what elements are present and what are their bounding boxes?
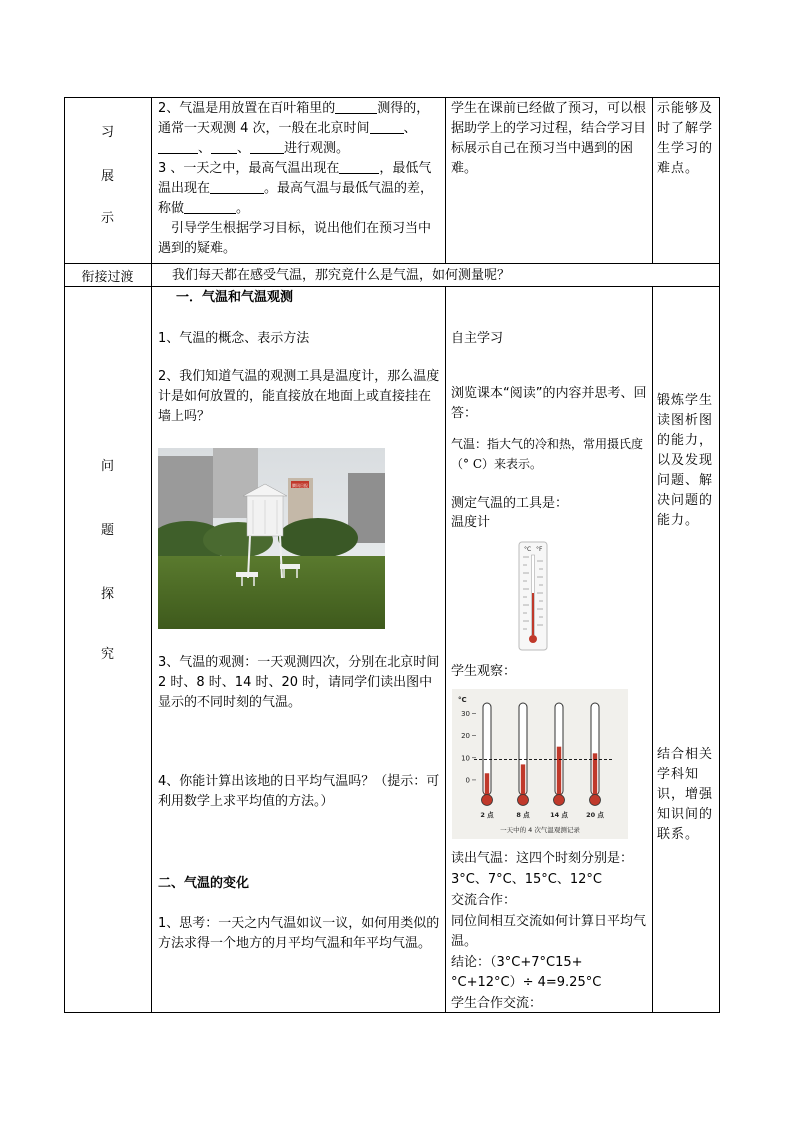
row1-teacher-content (158, 99, 440, 259)
student-temps-values: 3°C、7°C、15°C、12°C (451, 872, 602, 887)
blank (335, 99, 377, 114)
row1-intent: 示能够及时了解学生学习的难点。 (657, 101, 714, 176)
item-2: 2、我们知道气温的观测工具是温度计，那么温度计是如何放置的，能直接放在地面上或直接挂在墙上吗？ (158, 369, 440, 424)
transition-content: 我们每天都在感受气温，那究竟什么是气温，如何测量呢？ (172, 268, 511, 283)
section-heading-1: 一．气温和气温观测 (176, 290, 294, 305)
y-tick-label: 20 (461, 732, 470, 741)
row-divider-2 (64, 286, 720, 287)
blank (339, 159, 379, 174)
student-cooperate: 交流合作： (451, 893, 517, 908)
col-divider-3b (652, 286, 653, 1013)
student-answer-definition: 气温：指大气的冷和热，常用摄氏度（° C）来表示。 (451, 437, 644, 471)
col-divider-2b (445, 286, 446, 1013)
row1-label-2: 展 (100, 169, 114, 184)
table-border-right (719, 97, 720, 1013)
row1-label-1: 习 (100, 125, 114, 140)
student-tool-prompt: 测定气温的工具是： (451, 496, 569, 511)
thermometer-bulb (590, 795, 601, 806)
thermometer-c-label: °C (524, 546, 532, 553)
table-border-top (64, 97, 720, 98)
table-border-left (64, 97, 65, 1013)
blank (370, 119, 404, 134)
item-3: 3、气温的观测：一天观测四次，分别在北京时间 2 时、8 时、14 时、20 时，请同学们读出图中显示的不同时刻的气温。 (158, 655, 440, 710)
thermometer-bulb (554, 795, 565, 806)
item-1: 1、气温的概念、表示方法 (158, 331, 310, 346)
temperature-bar (485, 773, 489, 797)
intent-1: 锻炼学生读图析图的能力，以及发现问题、解决问题的能力。 (657, 393, 714, 528)
question-2: 2、气温是用放置在百叶箱里的 测得的，通常一天观测 4 次，一般在北京时间 、、 、 进行观测。 (158, 101, 430, 156)
thermometer-bulb (518, 795, 529, 806)
temperature-bar (557, 747, 561, 797)
row3-label-3: 探 (100, 587, 114, 602)
question-3: 3 、一天之中，最高气温出现在 ，最低气温出现在 。最高气温与最低气温的差，称做 。 (158, 161, 434, 216)
item-5: 1、思考：一天之内气温如议一议，如何用类似的方法求得一个地方的月平均气温和年平均气温。 (158, 916, 440, 951)
transition-label: 衔接过渡 (81, 270, 134, 285)
temperature-record-chart (452, 689, 628, 839)
student-discuss: 同位间相互交流如何计算日平均气温。 (451, 914, 647, 949)
category-label: 8 点 (516, 811, 530, 819)
student-self-study: 自主学习 (451, 331, 504, 346)
blank (158, 139, 198, 154)
row3-label-4: 究 (100, 647, 114, 662)
category-label: 14 点 (550, 811, 568, 819)
row3-label-1: 问 (100, 459, 114, 474)
student-read-prompt: 浏览课本“阅读”的内容并思考、回答： (451, 386, 647, 421)
blank (184, 199, 236, 214)
col-divider-2a (445, 97, 446, 263)
row1-label-3: 示 (100, 211, 114, 226)
row3-label-2: 题 (100, 523, 114, 538)
guide-text: 引导学生根据学习目标，说出他们在预习当中遇到的疑难。 (158, 221, 432, 256)
row1-student-content: 学生在课前已经做了预习，可以根据助学上的学习过程，结合学习目标展示自己在预习当中遇到的困难。 (451, 101, 647, 176)
category-label: 2 点 (480, 811, 494, 819)
student-observe: 学生观察： (451, 664, 517, 679)
chart-title: 一天中的 4 次气温观测记录 (500, 826, 580, 834)
thermometer-f-label: °F (536, 546, 543, 553)
student-read-temps: 读出气温：这四个时刻分别是： (451, 851, 634, 866)
section-heading-2: 二、气温的变化 (158, 876, 250, 891)
temperature-bar (593, 753, 597, 797)
chart-ylabel: °C (458, 696, 467, 704)
blank (210, 179, 264, 194)
building-sign: 腾讯日报 (292, 483, 308, 488)
student-tool-answer: 温度计 (451, 515, 491, 530)
lesson-table (64, 97, 720, 1013)
student-conclusion: 结论：（3°C+7°C15+°C+12°C）÷ 4=9.25°C (451, 955, 602, 990)
temperature-chart-svg (452, 689, 628, 839)
item-4: 4、你能计算出该地的日平均气温吗？（提示：可利用数学上求平均值的方法。） (158, 774, 440, 809)
intent-2: 结合相关学科知识，增强知识间的联系。 (657, 747, 714, 842)
col-divider-3a (652, 97, 653, 263)
y-tick-label: 10 (461, 754, 470, 763)
blank (211, 139, 237, 154)
row-divider-1 (64, 263, 720, 264)
y-tick-label: 30 (461, 709, 470, 718)
stevenson-screen-photo (158, 448, 385, 629)
student-group-discuss: 学生合作交流： (451, 996, 543, 1011)
blank (250, 139, 284, 154)
thermometer-illustration (518, 541, 548, 651)
y-tick-label: 0 (465, 776, 470, 785)
col-divider-1 (151, 97, 152, 1013)
category-label: 20 点 (586, 811, 604, 819)
temperature-bar (521, 764, 525, 797)
thermometer-bulb (482, 795, 493, 806)
